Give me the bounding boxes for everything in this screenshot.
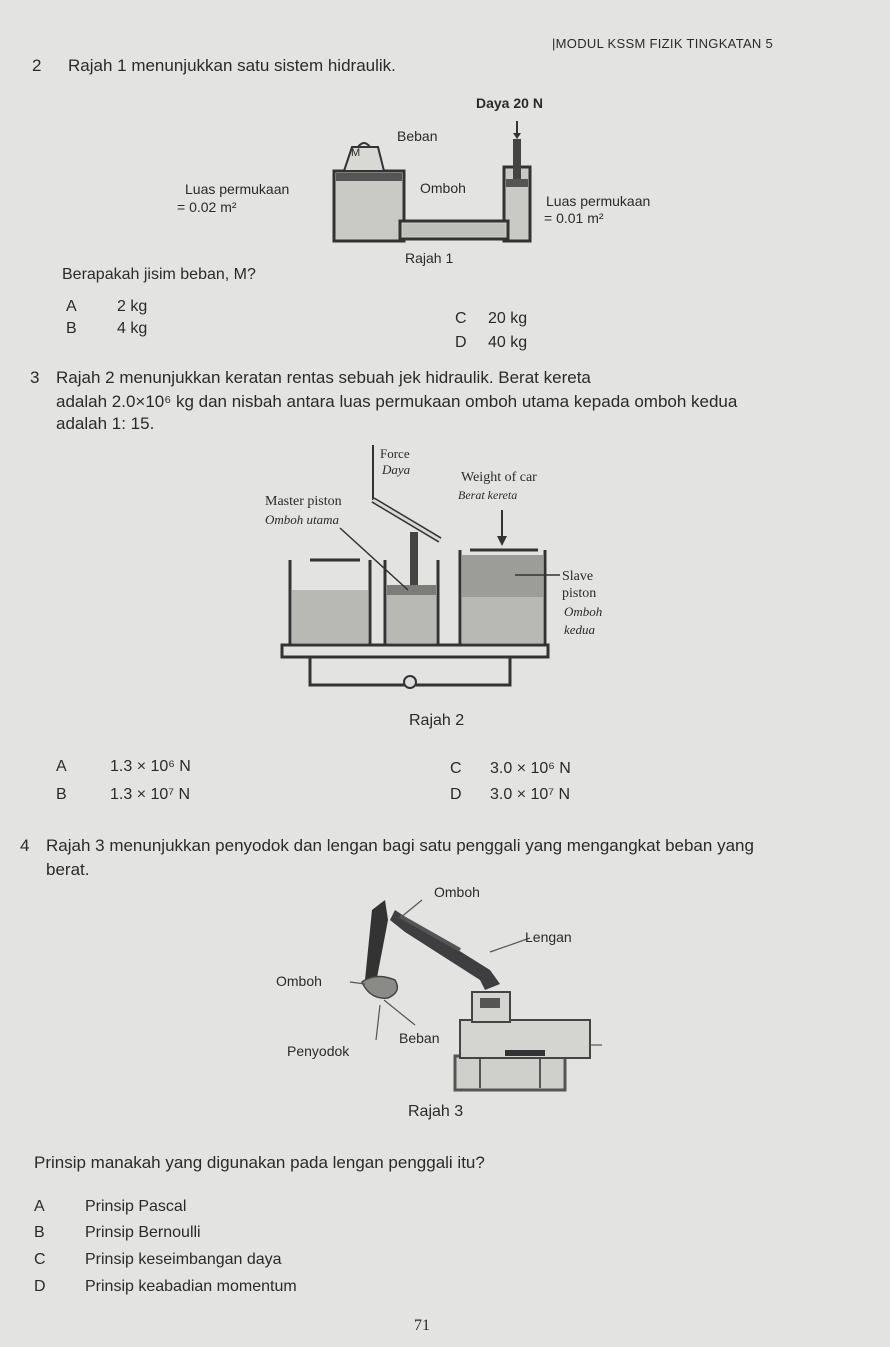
weight-label-ms: Berat kereta — [458, 488, 518, 502]
piston-label: Omboh — [420, 180, 466, 196]
slave-piston-label-ms-2: kedua — [564, 622, 596, 637]
q3-option-a-letter: A — [56, 758, 67, 775]
q3-number: 3 — [30, 368, 40, 387]
page-number: 71 — [414, 1317, 430, 1334]
q4-option-b[interactable]: Prinsip Bernoulli — [85, 1224, 201, 1241]
weight-label-en: Weight of car — [461, 470, 537, 485]
q2-option-c-letter: C — [455, 310, 467, 327]
load-label: Beban — [397, 128, 438, 144]
q3-option-a[interactable]: 1.3 × 10⁶ N — [110, 758, 191, 775]
q2-number: 2 — [32, 56, 42, 75]
excavator-piston-label-top: Omboh — [434, 884, 480, 900]
q2-option-c[interactable]: 20 kg — [488, 310, 528, 327]
q2-text: Rajah 1 menunjukkan satu sistem hidraulik. — [68, 56, 396, 75]
q2-option-a-letter: A — [66, 298, 77, 315]
q3-option-b[interactable]: 1.3 × 10⁷ N — [110, 786, 191, 803]
force-label: Daya 20 N — [476, 95, 543, 111]
area-right-label-2: = 0.01 m² — [544, 210, 604, 226]
area-left-label-2: = 0.02 m² — [177, 199, 237, 215]
q3-option-b-letter: B — [56, 786, 67, 803]
slave-piston-label-1: Slave — [562, 569, 594, 584]
q4-line-2: berat. — [46, 860, 90, 879]
q3-line-1: Rajah 2 menunjukkan keratan rentas sebuah jek hidraulik. Berat kereta — [56, 368, 591, 387]
q4-option-c-letter: C — [34, 1251, 46, 1268]
q3-option-d[interactable]: 3.0 × 10⁷ N — [490, 786, 571, 803]
q2-option-d[interactable]: 40 kg — [488, 334, 528, 351]
q3-option-d-letter: D — [450, 786, 462, 803]
q4-question: Prinsip manakah yang digunakan pada lengan penggali itu? — [34, 1153, 485, 1172]
q4-number: 4 — [20, 836, 30, 855]
excavator-arm-label: Lengan — [525, 929, 572, 945]
module-header: |MODUL KSSM FIZIK TINGKATAN 5 — [552, 36, 774, 51]
master-piston-label-ms: Omboh utama — [265, 512, 340, 527]
excavator-piston-label-left: Omboh — [276, 973, 322, 989]
area-left-label-1: Luas permukaan — [185, 181, 290, 197]
q2-option-a[interactable]: 2 kg — [117, 298, 148, 315]
q4-option-a-letter: A — [34, 1198, 45, 1215]
figure-1-caption: Rajah 1 — [405, 250, 454, 266]
q4-line-1: Rajah 3 menunjukkan penyodok dan lengan bagi satu penggali yang mengangkat beban yang — [46, 836, 754, 855]
figure-2-caption: Rajah 2 — [409, 712, 465, 729]
figure-hydraulic-jack — [270, 440, 630, 695]
figure-excavator — [340, 880, 610, 1095]
slave-piston-label-2: piston — [562, 586, 597, 601]
force-label-ms: Daya — [382, 462, 411, 477]
q3-option-c-letter: C — [450, 760, 462, 777]
q2-option-b-letter: B — [66, 320, 77, 337]
q3-line-3: adalah 1: 15. — [56, 414, 155, 433]
q4-option-d-letter: D — [34, 1278, 46, 1295]
q4-option-b-letter: B — [34, 1224, 45, 1241]
slave-piston-label-ms-1: Omboh — [564, 604, 603, 619]
q2-option-d-letter: D — [455, 334, 467, 351]
excavator-shovel-label: Penyodok — [287, 1043, 350, 1059]
q4-option-d[interactable]: Prinsip keabadian momentum — [85, 1278, 297, 1295]
figure-3-caption: Rajah 3 — [408, 1103, 464, 1120]
q2-question: Berapakah jisim beban, M? — [62, 266, 256, 283]
area-right-label-1: Luas permukaan — [546, 193, 651, 209]
mass-label: M — [351, 147, 361, 159]
q3-option-c[interactable]: 3.0 × 10⁶ N — [490, 760, 571, 777]
q4-option-c[interactable]: Prinsip keseimbangan daya — [85, 1251, 282, 1268]
master-piston-label-en: Master piston — [265, 494, 342, 509]
q3-line-2: adalah 2.0×10⁶ kg dan nisbah antara luas permukaan omboh utama kepada omboh kedua — [56, 392, 738, 411]
force-label-en: Force — [380, 446, 410, 461]
q2-option-b[interactable]: 4 kg — [117, 320, 148, 337]
q4-option-a[interactable]: Prinsip Pascal — [85, 1198, 187, 1215]
excavator-load-label: Beban — [399, 1030, 440, 1046]
